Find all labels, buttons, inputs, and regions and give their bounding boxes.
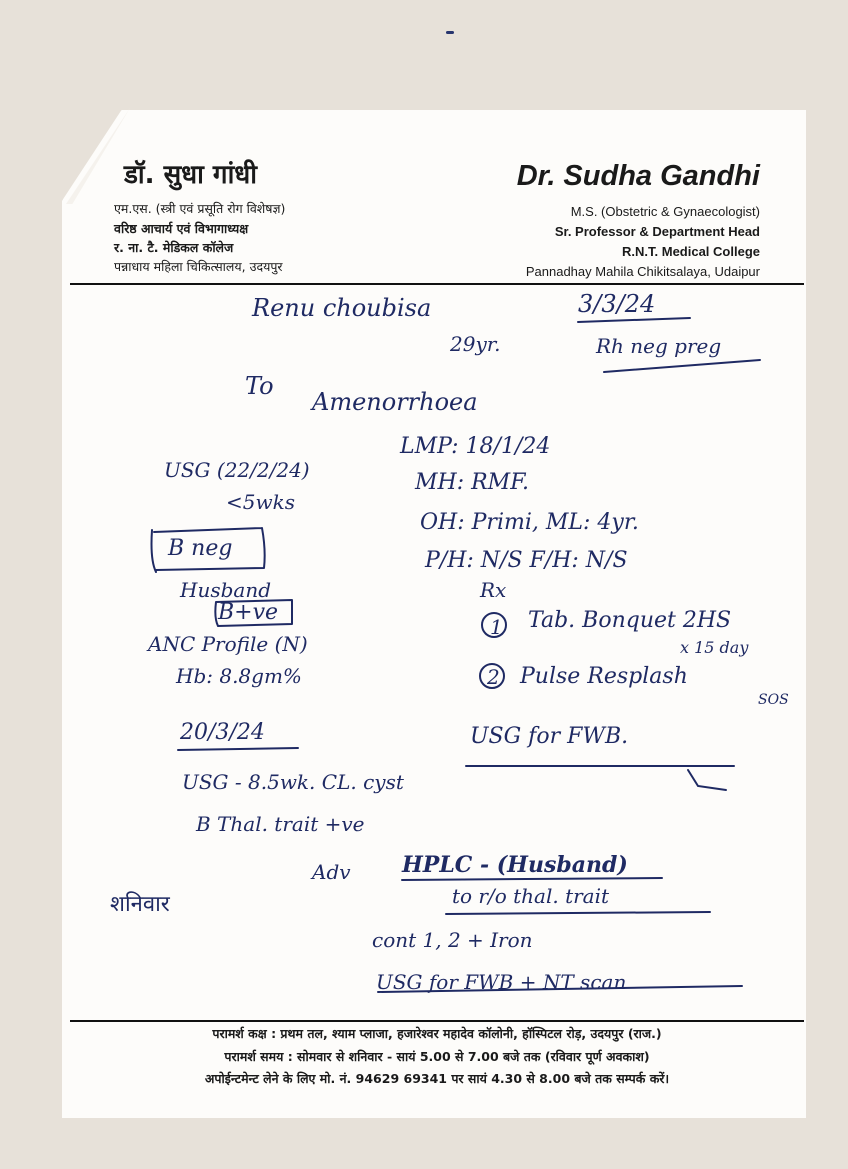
oh-note: OH: Primi, ML: 4yr. xyxy=(420,510,639,535)
visit-date: 3/3/24 xyxy=(578,290,656,318)
hb-value: Hb: 8.8gm% xyxy=(176,664,302,688)
hplc-test: HPLC - (Husband) xyxy=(402,852,628,878)
rx-symbol: Rx xyxy=(480,578,507,602)
doctor-name-english: Dr. Sudha Gandhi xyxy=(516,160,760,192)
complaint: Amenorrhoea xyxy=(312,388,478,416)
college-english: R.N.T. Medical College xyxy=(622,244,760,259)
footer-rule xyxy=(70,1020,804,1022)
usg-fwb-plan: USG for FWB. xyxy=(470,724,629,749)
medication-2-sos: SOS xyxy=(758,692,789,708)
footer-address: परामर्श कक्ष : प्रथम तल, श्याम प्लाजा, हजारेश्वर महादेव कॉलोनी, हॉस्पिटल रोड़, उदयपुर (राज.) xyxy=(212,1026,662,1041)
header-rule xyxy=(70,283,804,285)
college-hindi: र. ना. टै. मेडिकल कॉलेज xyxy=(114,240,234,255)
to-label: To xyxy=(245,372,274,400)
beta-thal-trait: B Thal. trait +ve xyxy=(196,812,365,836)
thal-trait-check: to r/o thal. trait xyxy=(452,884,610,908)
med1-number: 1 xyxy=(490,615,503,639)
patient-age: 29yr. xyxy=(450,332,501,356)
anc-profile: ANC Profile (N) xyxy=(148,632,308,656)
designation-english: Sr. Professor & Department Head xyxy=(554,224,760,239)
designation-hindi: वरिष्ठ आचार्य एवं विभागाध्यक्ष xyxy=(114,221,249,236)
usg-nt-scan: USG for FWB + NT scan xyxy=(376,970,627,994)
husband-label: Husband xyxy=(180,578,271,602)
continue-meds: cont 1, 2 + Iron xyxy=(372,928,533,952)
followup-date: 20/3/24 xyxy=(180,720,265,745)
rh-status: Rh neg preg xyxy=(596,334,722,358)
usg-findings: USG - 8.5wk. CL. cyst xyxy=(182,770,404,794)
ink-speck xyxy=(446,31,454,34)
medication-1-duration: x 15 day xyxy=(680,638,749,657)
blood-group-patient: B neg xyxy=(168,536,233,561)
hospital-hindi: पन्नाधाय महिला चिकित्सालय, उदयपुर xyxy=(114,259,283,274)
lmp-note: LMP: 18/1/24 xyxy=(400,434,551,459)
day-note-hindi: शनिवार xyxy=(110,892,170,917)
footer-appointment: अपोईन्टमेन्ट लेने के लिए मो. नं. 94629 69341 पर सायं 4.30 से 8.00 बजे तक सम्पर्क करें। xyxy=(204,1071,670,1086)
ph-fh-note: P/H: N/S F/H: N/S xyxy=(425,548,628,573)
footer-timings: परामर्श समय : सोमवार से शनिवार - सायं 5.00 से 7.00 बजे तक (रविवार पूर्ण अवकाश) xyxy=(224,1049,650,1064)
qualification-hindi: एम.एस. (स्त्री एवं प्रसूति रोग विशेषज्ञ) xyxy=(114,201,286,216)
usg-weeks: <5wks xyxy=(226,490,295,514)
medication-1: Tab. Bonquet 2HS xyxy=(528,608,732,633)
usg-note: USG (22/2/24) xyxy=(164,458,310,482)
mh-note: MH: RMF. xyxy=(415,470,530,495)
blood-group-husband: B+ve xyxy=(218,600,279,625)
doctor-name-hindi: डॉ. सुधा गांधी xyxy=(124,160,258,190)
medication-2: Pulse Resplash xyxy=(520,664,688,689)
advice-label: Adv xyxy=(312,860,351,884)
hospital-english: Pannadhay Mahila Chikitsalaya, Udaipur xyxy=(525,264,760,279)
med2-number: 2 xyxy=(487,665,500,689)
patient-name: Renu choubisa xyxy=(252,294,432,322)
qualification-english: M.S. (Obstetric & Gynaecologist) xyxy=(570,204,760,219)
